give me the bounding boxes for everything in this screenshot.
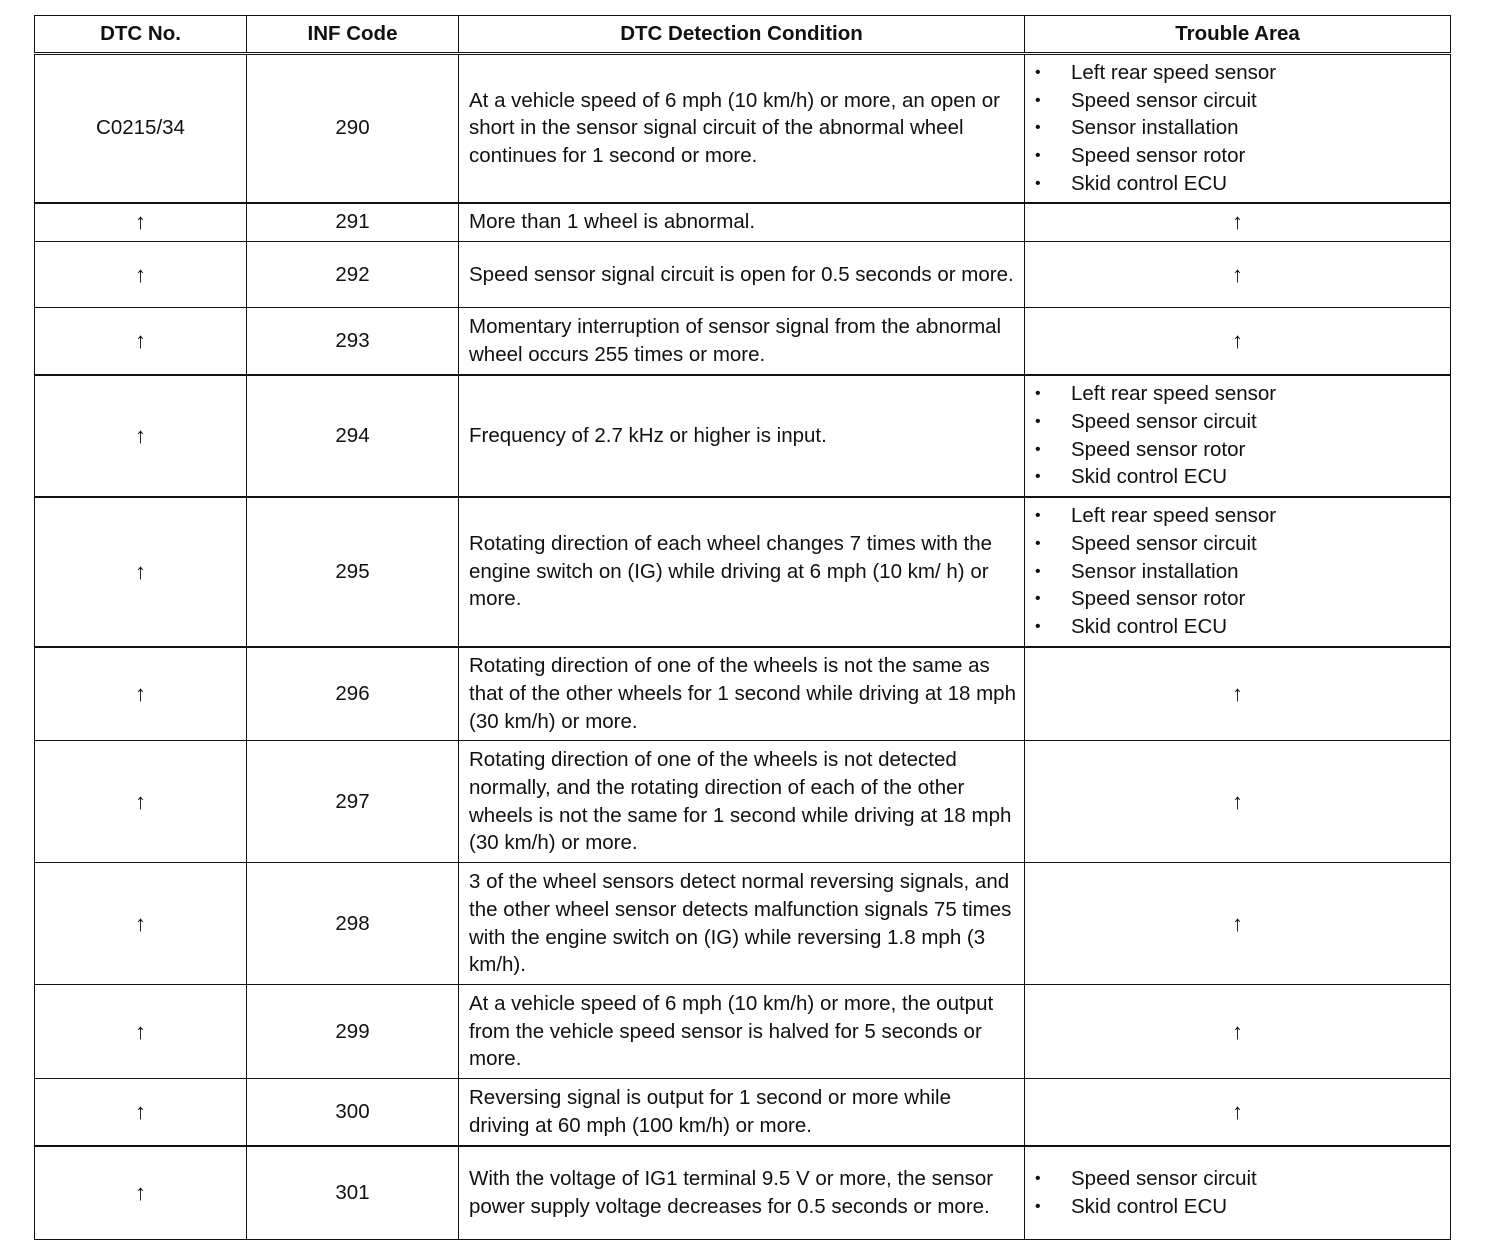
trouble-area-item: • Skid control ECU [1033, 463, 1444, 491]
inf-code-cell: 291 [247, 203, 459, 242]
trouble-area-item: • Speed sensor rotor [1033, 585, 1444, 613]
table-row [35, 1146, 1451, 1240]
condition-cell: Momentary interruption of sensor signal from the abnormal wheel occurs 255 times or more. [459, 308, 1025, 375]
trouble-area-cell [1025, 497, 1451, 647]
dtc-cell: C0215/34 [35, 54, 247, 203]
inf-code-cell: 301 [247, 1146, 459, 1240]
header-dtc-no: DTC No. [35, 16, 247, 54]
trouble-area-item: • Speed sensor rotor [1033, 436, 1444, 464]
inf-code-cell: 295 [247, 497, 459, 647]
trouble-area-cell [1025, 375, 1451, 497]
dtc-same-arrow: ↑ [35, 1146, 247, 1240]
table-row [35, 863, 1451, 985]
trouble-area-list [1033, 380, 1444, 491]
dtc-same-arrow: ↑ [35, 647, 247, 741]
condition-cell: At a vehicle speed of 6 mph (10 km/h) or more, the output from the vehicle speed sensor is halved for 5 seconds or more. [459, 985, 1025, 1079]
dtc-same-arrow: ↑ [35, 375, 247, 497]
inf-code-cell: 293 [247, 308, 459, 375]
condition-cell: With the voltage of IG1 terminal 9.5 V or more, the sensor power supply voltage decreases for 0.5 seconds or more. [459, 1146, 1025, 1240]
trouble-area-item: • Left rear speed sensor [1033, 380, 1444, 408]
dtc-table [34, 15, 1451, 1240]
table-row [35, 54, 1451, 203]
condition-cell: Rotating direction of one of the wheels is not detected normally, and the rotating direction of each of the other wheels is not the same for 1 second while driving at 18 mph (30 km/h) or more. [459, 741, 1025, 863]
trouble-area-item: • Speed sensor circuit [1033, 408, 1444, 436]
condition-cell: Frequency of 2.7 kHz or higher is input. [459, 375, 1025, 497]
condition-cell: Rotating direction of each wheel changes 7 times with the engine switch on (IG) while driving at 6 mph (10 km/ h) or more. [459, 497, 1025, 647]
inf-code-cell: 299 [247, 985, 459, 1079]
trouble-area-item: • Sensor installation [1033, 558, 1444, 586]
table-row [35, 985, 1451, 1079]
trouble-area-list [1033, 1165, 1444, 1221]
dtc-same-arrow: ↑ [35, 741, 247, 863]
header-detection-condition: DTC Detection Condition [459, 16, 1025, 54]
trouble-area-list [1033, 59, 1444, 198]
trouble-same-arrow: ↑ [1025, 242, 1451, 308]
trouble-same-arrow: ↑ [1025, 647, 1451, 741]
inf-code-cell: 297 [247, 741, 459, 863]
condition-cell: 3 of the wheel sensors detect normal reversing signals, and the other wheel sensor detects malfunction signals 75 times with the engine switch on (IG) while reversing 1.8 mph (3 km/h). [459, 863, 1025, 985]
condition-cell: Reversing signal is output for 1 second or more while driving at 60 mph (100 km/h) or more. [459, 1079, 1025, 1146]
trouble-same-arrow: ↑ [1025, 203, 1451, 242]
trouble-same-arrow: ↑ [1025, 863, 1451, 985]
table-row [35, 308, 1451, 375]
trouble-area-item: • Speed sensor circuit [1033, 87, 1444, 115]
dtc-same-arrow: ↑ [35, 497, 247, 647]
trouble-same-arrow: ↑ [1025, 985, 1451, 1079]
trouble-area-item: • Left rear speed sensor [1033, 502, 1444, 530]
inf-code-cell: 290 [247, 54, 459, 203]
trouble-same-arrow: ↑ [1025, 1079, 1451, 1146]
table-row [35, 497, 1451, 647]
dtc-same-arrow: ↑ [35, 985, 247, 1079]
trouble-same-arrow: ↑ [1025, 741, 1451, 863]
condition-cell: Speed sensor signal circuit is open for 0.5 seconds or more. [459, 242, 1025, 308]
dtc-same-arrow: ↑ [35, 203, 247, 242]
dtc-same-arrow: ↑ [35, 1079, 247, 1146]
trouble-same-arrow: ↑ [1025, 308, 1451, 375]
condition-cell: At a vehicle speed of 6 mph (10 km/h) or more, an open or short in the sensor signal circuit of the abnormal wheel continues for 1 second or more. [459, 54, 1025, 203]
header-trouble-area: Trouble Area [1025, 16, 1451, 54]
trouble-area-item: • Skid control ECU [1033, 1193, 1444, 1221]
table-row [35, 375, 1451, 497]
table-row [35, 203, 1451, 242]
trouble-area-item: • Sensor installation [1033, 114, 1444, 142]
inf-code-cell: 296 [247, 647, 459, 741]
table-row [35, 1079, 1451, 1146]
trouble-area-item: • Speed sensor circuit [1033, 530, 1444, 558]
inf-code-cell: 300 [247, 1079, 459, 1146]
inf-code-cell: 294 [247, 375, 459, 497]
table-row [35, 741, 1451, 863]
trouble-area-item: • Speed sensor circuit [1033, 1165, 1444, 1193]
trouble-area-item: • Left rear speed sensor [1033, 59, 1444, 87]
inf-code-cell: 292 [247, 242, 459, 308]
header-row [35, 16, 1451, 54]
trouble-area-item: • Speed sensor rotor [1033, 142, 1444, 170]
table-row [35, 242, 1451, 308]
inf-code-cell: 298 [247, 863, 459, 985]
trouble-area-item: • Skid control ECU [1033, 170, 1444, 198]
dtc-same-arrow: ↑ [35, 242, 247, 308]
dtc-same-arrow: ↑ [35, 863, 247, 985]
trouble-area-list [1033, 502, 1444, 641]
trouble-area-item: • Skid control ECU [1033, 613, 1444, 641]
condition-cell: Rotating direction of one of the wheels is not the same as that of the other wheels for 1 second while driving at 18 mph (30 km/h) or more. [459, 647, 1025, 741]
trouble-area-cell [1025, 54, 1451, 203]
dtc-same-arrow: ↑ [35, 308, 247, 375]
trouble-area-cell [1025, 1146, 1451, 1240]
table-row [35, 647, 1451, 741]
condition-cell: More than 1 wheel is abnormal. [459, 203, 1025, 242]
header-inf-code: INF Code [247, 16, 459, 54]
